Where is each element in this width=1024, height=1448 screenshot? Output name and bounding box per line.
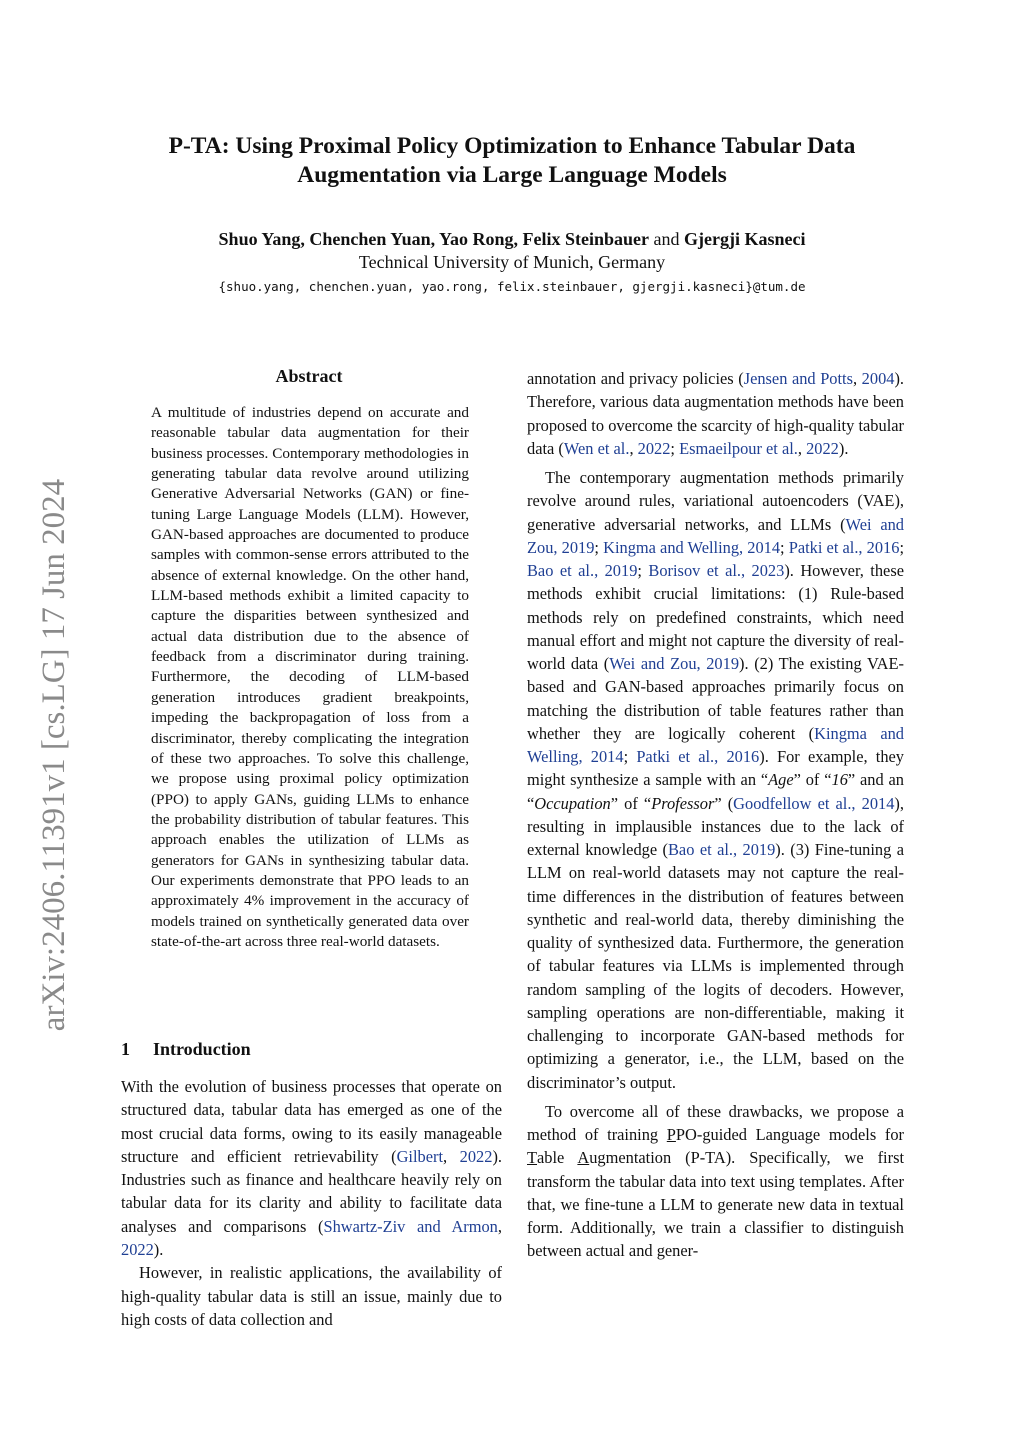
intro-paragraph-4: To overcome all of these drawbacks, we propose a method of training PPO-guided Language models for Table Augmentation (P-TA). Specifically, we first transform the tabular data into text using templates. After that, we fine-tune a LLM to generate new data in textual form. Additionally, we train a classifier to distinguish between actual and gener- [527, 1101, 904, 1261]
intro-paragraph-1: With the evolution of business processes that operate on structured data, tabular data has emerged as one of the most crucial data forms, owing to its easily manageable structure and efficient retrievability (Gilbert, 2022). Industries such as finance and healthcare heavily rely on tabular data for its clarity and ability to facilitate data analyses and comparisons (Shwartz-Ziv and Armon, 2022). [121, 1077, 502, 1260]
arxiv-sidebar-stamp [16, 455, 80, 1055]
underlined-letter: A [577, 1148, 590, 1168]
title-line-1: P-TA: Using Proximal Policy Optimization to Enhance Tabular Data [168, 133, 856, 159]
citation-link[interactable]: 2022 [121, 1240, 154, 1260]
citation-link[interactable]: Patki et al., 2016 [788, 537, 900, 557]
citation-link[interactable]: Kingma and Welling, 2014 [527, 723, 904, 766]
paper-title [110, 132, 914, 190]
abstract-heading: Abstract [275, 366, 343, 386]
citation-link[interactable]: Bao et al., 2019 [668, 840, 776, 859]
section-number: 1 [121, 1039, 130, 1059]
citation-link[interactable]: 2022 [459, 1146, 493, 1166]
citation-link[interactable]: Wei and Zou, 2019 [527, 514, 905, 557]
citation-link[interactable]: Gilbert [396, 1146, 444, 1166]
underlined-letter: T [527, 1148, 538, 1168]
italic-term: 16 [831, 770, 848, 790]
citation-link[interactable]: Bao et al., 2019 [527, 561, 638, 580]
citation-link[interactable]: Patki et al., 2016 [636, 747, 760, 766]
intro-paragraph-3: The contemporary augmentation methods primarily revolve around rules, variational autoencoders (VAE), generative adversarial networks, and LLMs (Wei and Zou, 2019; Kingma and Welling, 2014; Patki et al., 2016; Bao et al., 2019; Borisov et al., 2023). However, these methods exhibit crucial limitations: (1) Rule-based methods rely on predefined constraints, which need manual effort and might not capture the diversity of real-world data (Wei and Zou, 2019). (2) The existing VAE-based and GAN-based approaches primarily focus on matching the distribution of table features rather than whether they are logically coherent (Kingma and Welling, 2014; Patki et al., 2016). For example, they might synthesize a sample with an “Age” of “16” and an “Occupation” of “Professor” (Goodfellow et al., 2014), resulting in implausible instances due to the lack of external knowledge (Bao et al., 2019). (3) Fine-tuning a LLM on real-world datasets may not capture the real-time differences in the distribution of features between synthetic and real-world data, thereby diminishing the quality of synthesized data. Furthermore, the generation of tabular features via LLMs is implemented through random sampling of the logits of decoders. However, sampling operations are non-differentiable, making it challenging to incorporate GAN-based methods for optimizing a generator, i.e., the LLM, based on the discriminator’s output. [527, 468, 905, 1092]
author-list [110, 228, 914, 250]
citation-link[interactable]: Wei and Zou, 2019 [609, 654, 740, 673]
citation-link[interactable]: Shwartz-Ziv and Armon [323, 1216, 498, 1236]
citation-link[interactable]: 2022 [637, 438, 671, 458]
section-title: Introduction [153, 1039, 251, 1059]
affiliation: Technical University of Munich, Germany [358, 252, 666, 272]
author-emails: {shuo.yang, chenchen.yuan, yao.rong, felix.steinbauer, gjergji.kasneci}@tum.de [218, 279, 806, 294]
left-column-body [121, 1075, 502, 1331]
right-column-body [527, 367, 904, 1263]
intro-paragraph-2: However, in realistic applications, the availability of high-quality tabular data is still an issue, mainly due to high costs of data collection and [121, 1263, 502, 1329]
citation-link[interactable]: Goodfellow et al., 2014 [733, 793, 895, 813]
title-line-2: Augmentation via Large Language Models [297, 162, 727, 188]
italic-term: Age [768, 770, 794, 790]
italic-term: Professor [651, 793, 715, 813]
intro-paragraph-2-continued: annotation and privacy policies (Jensen and Potts, 2004). Therefore, various data augmentation methods have been proposed to overcome the scarcity of high-quality tabular data (Wen et al., 2022; Esmaeilpour et al., 2022). [527, 369, 905, 458]
citation-link[interactable]: Kingma and Welling, 2014 [603, 537, 781, 557]
italic-term: Occupation [534, 793, 611, 813]
citation-link[interactable]: 2004 [861, 369, 895, 388]
authors-and: and [653, 229, 680, 249]
citation-link[interactable]: 2022 [806, 438, 839, 458]
section-heading-introduction [121, 1039, 501, 1060]
underlined-letter: P [666, 1125, 676, 1144]
abstract-text: A multitude of industries depend on accurate and reasonable tabular data augmentation for their business processes. Contemporary methodologies in generating tabular data revolve around utilizing Generative Adversarial Networks (GAN) or fine-tuning Large Language Models (LLM). However, GAN-based approaches are documented to produce samples with common-sense errors attributed to the absence of external knowledge. On the other hand, LLM-based methods exhibit a limited capacity to capture the disparities between synthesized and actual data distribution due to the absence of feedback from a discriminator during training. Furthermore, the decoding of LLM-based generation introduces gradient breakpoints, impeding the backpropagation of loss from a discriminator, thereby complicating the integration of these two approaches. To solve this challenge, we propose using proximal policy optimization (PPO) to apply GANs, guiding LLMs to enhance the probability distribution of tabular features. This approach enables the utilization of LLMs as generators for GANs in synthesizing tabular data. Our experiments demonstrate that PPO leads to an approximately 4% improvement in the accuracy of models trained on synthetically generated data over state-of-the-art across three real-world datasets. [151, 404, 469, 950]
authors-last: Gjergji Kasneci [683, 229, 806, 249]
citation-link[interactable]: Esmaeilpour et al. [679, 438, 798, 458]
citation-link[interactable]: Borisov et al., 2023 [648, 561, 785, 580]
authors-main: Shuo Yang, Chenchen Yuan, Yao Rong, Felix Steinbauer [218, 229, 649, 249]
citation-link[interactable]: Jensen and Potts [743, 369, 853, 388]
arxiv-identifier: arXiv:2406.11391v1 [cs.LG] 17 Jun 2024 [36, 478, 72, 1032]
citation-link[interactable]: Wen et al. [563, 438, 630, 458]
